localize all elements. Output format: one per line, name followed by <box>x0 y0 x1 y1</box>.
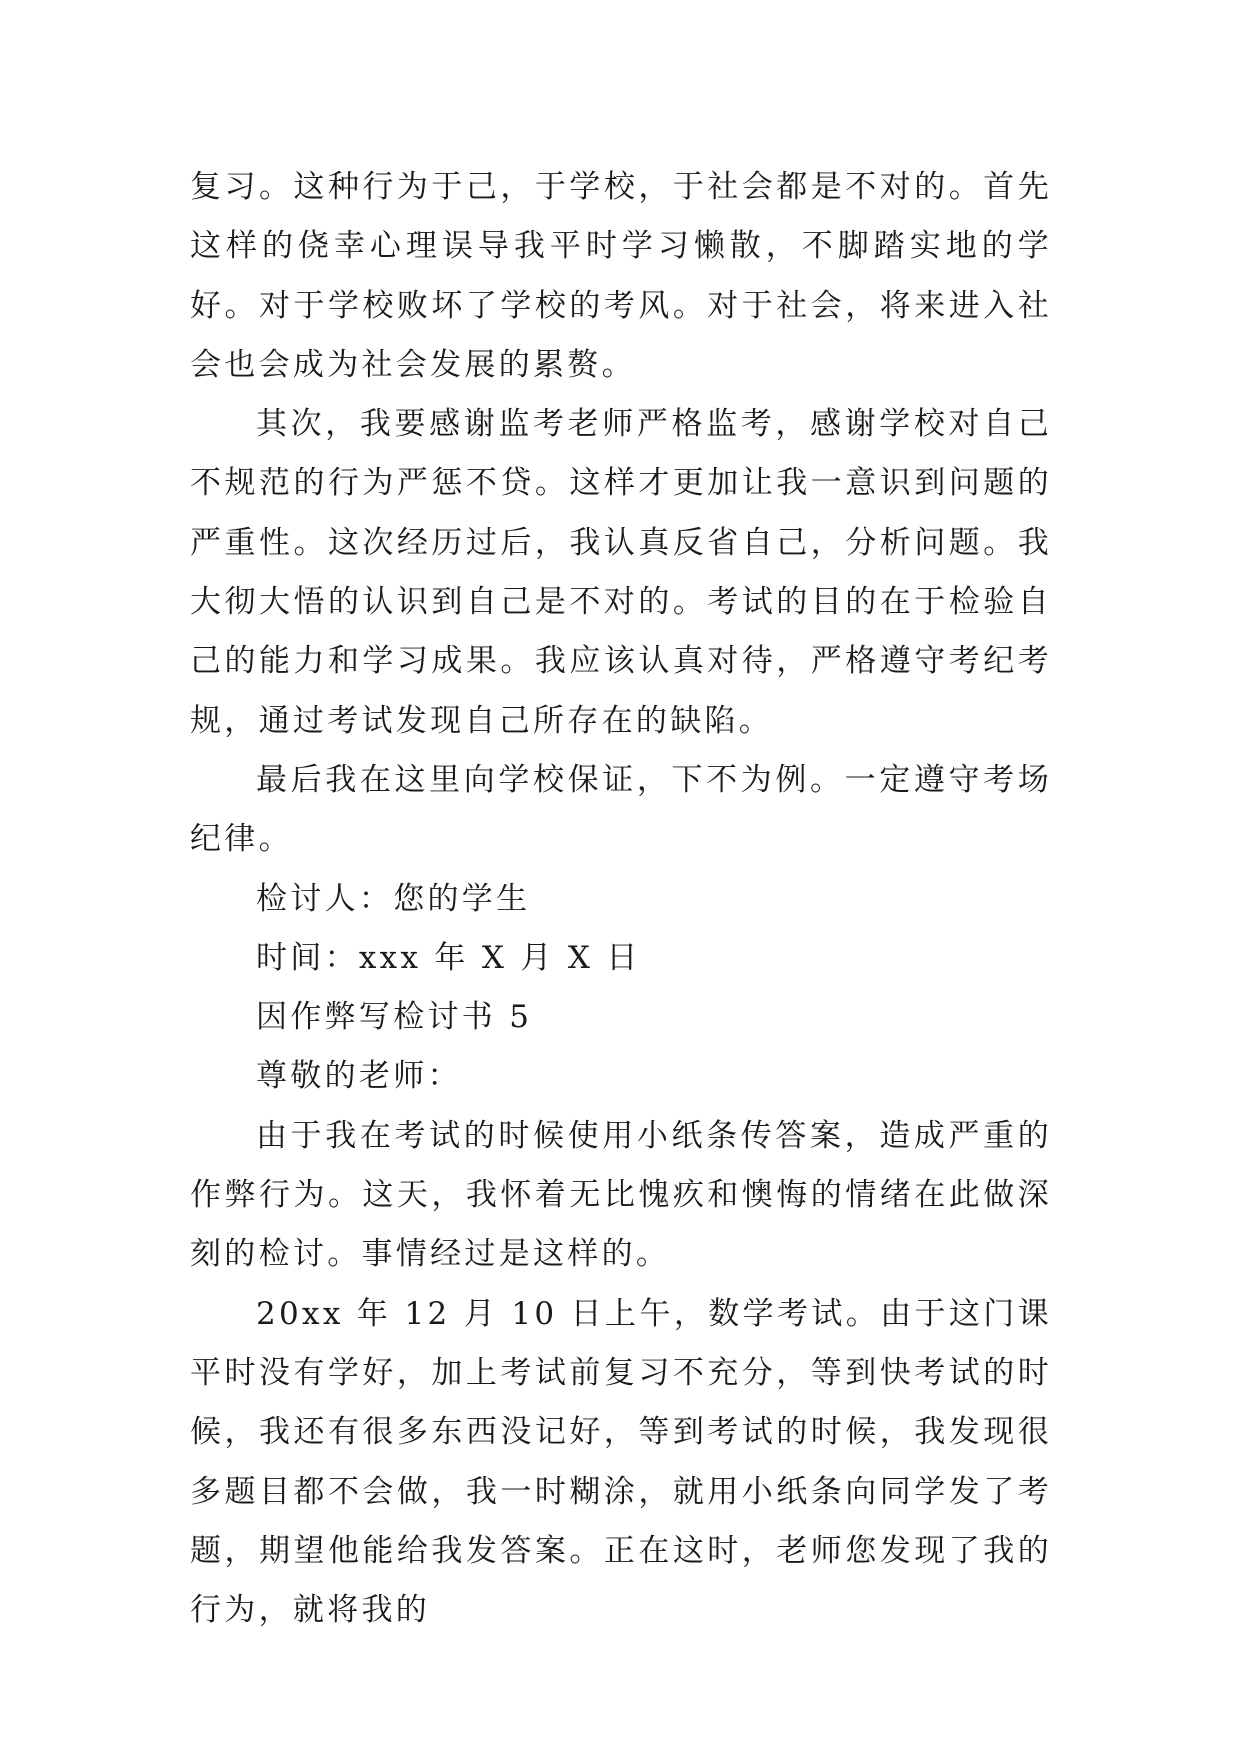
paragraph-secondly: 其次，我要感谢监考老师严格监考，感谢学校对自己不规范的行为严惩不贷。这样才更加让我一意识到问题的严重性。这次经历过后，我认真反省自己，分析问题。我大彻大悟的认识到自己是不对的。考试的目的在于检验自己的能力和学习成果。我应该认真对待，严格遵守考纪考规，通过考试发现自己所存在的缺陷。 <box>190 406 1052 739</box>
paragraph-finally: 最后我在这里向学校保证，下不为例。一定遵守考场纪律。 <box>190 761 1052 858</box>
paragraph-continuation: 复习。这种行为于己，于学校，于社会都是不对的。首先这样的侥幸心理误导我平时学习懒散，不脚踏实地的学好。对于学校败坏了学校的考风。对于社会，将来进入社会也会成为社会发展的累赘。 <box>190 169 1052 383</box>
date-line: 时间：xxx 年 X 月 X 日 <box>256 939 641 976</box>
signature-line: 检讨人：您的学生 <box>256 880 531 917</box>
document-body <box>190 158 1052 1640</box>
paragraph-incident: 20xx 年 12 月 10 日上午，数学考试。由于这门课平时没有学好，加上考试前复习不充分，等到快考试的时候，我还有很多东西没记好，等到考试的时候，我发现很多题目都不会做，我一时糊涂，就用小纸条向同学发了考题，期望他能给我发答案。正在这时，老师您发现了我的行为，就将我的 <box>190 1295 1052 1629</box>
paragraph-intro: 由于我在考试的时候使用小纸条传答案，造成严重的作弊行为。这天，我怀着无比愧疚和懊悔的情绪在此做深刻的检讨。事情经过是这样的。 <box>190 1117 1052 1273</box>
salutation: 尊敬的老师： <box>256 1058 462 1095</box>
section-title: 因作弊写检讨书 5 <box>256 999 533 1036</box>
